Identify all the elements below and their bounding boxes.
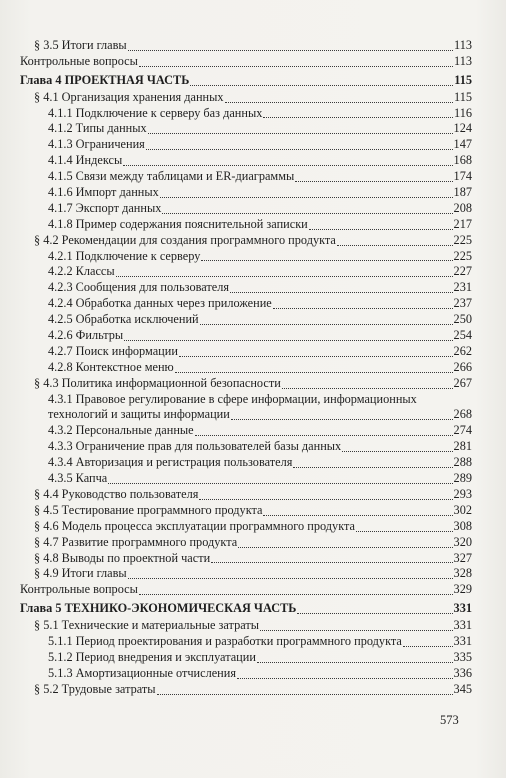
toc-entry-title: § 4.3 Политика информационной безопасности [34, 375, 281, 390]
leader-dots [273, 307, 453, 309]
toc-entry-title: 4.2.1 Подключение к серверу [48, 248, 201, 263]
toc-entry [20, 90, 472, 106]
toc-entry-page: 113 [454, 53, 472, 68]
toc-entry [20, 376, 472, 392]
toc-entry-title: § 4.6 Модель процесса эксплуатации программного продукта [34, 518, 355, 533]
toc-entry-page: 336 [453, 665, 472, 680]
toc-entry [20, 106, 472, 122]
toc-entry-page: 113 [454, 37, 472, 52]
toc-entry-title: 4.1.1 Подключение к серверу баз данных [48, 105, 263, 120]
leader-dots [190, 84, 453, 86]
leader-dots [263, 514, 452, 516]
toc-entry [20, 201, 472, 217]
toc-entry-page: 254 [453, 328, 472, 343]
toc-entry [20, 439, 472, 455]
leader-dots [139, 65, 453, 67]
leader-dots [175, 371, 453, 373]
toc-entry [20, 455, 472, 471]
leader-dots [199, 498, 452, 500]
toc-entry-page: 115 [454, 89, 472, 104]
toc-entry-page: 174 [453, 169, 472, 184]
toc-entry-page: 237 [453, 296, 472, 311]
toc-entry [20, 503, 472, 519]
toc-entry [20, 54, 472, 70]
toc-entry-page: 227 [453, 264, 472, 279]
toc-entry-title: 4.3.5 Капча [48, 471, 108, 486]
toc-entry-title: § 4.5 Тестирование программного продукта [34, 502, 263, 517]
toc-entry-page: 225 [453, 248, 472, 263]
toc-entry-title: 4.2.5 Обработка исключений [48, 312, 199, 327]
toc-entry-title: § 5.1 Технические и материальные затраты [34, 618, 259, 633]
toc-entry [20, 312, 472, 328]
toc-entry-page: 187 [453, 185, 472, 199]
leader-dots [123, 164, 452, 166]
toc-chapter-heading [20, 73, 472, 89]
toc-entry-page: 281 [453, 439, 472, 454]
toc-entry-title: § 4.4 Руководство пользователя [34, 486, 199, 501]
toc-entry-page: 289 [453, 471, 472, 486]
toc-entry-page: 331 [453, 618, 472, 633]
leader-dots [211, 561, 452, 563]
toc-entry [20, 264, 472, 280]
toc-entry [20, 217, 472, 233]
toc-entry-page: 302 [453, 502, 472, 517]
table-of-contents [20, 38, 472, 698]
toc-entry-title: 4.2.7 Поиск информации [48, 343, 178, 358]
toc-entry-page: 147 [453, 137, 472, 152]
toc-entry-page: 266 [453, 359, 472, 374]
toc-entry-title: 4.3.3 Ограничение прав для пользователей базы данных [48, 439, 342, 454]
leader-dots [200, 323, 453, 325]
leader-dots [148, 132, 453, 134]
toc-entry [20, 634, 472, 650]
leader-dots [128, 577, 453, 579]
toc-entry [20, 233, 472, 249]
leader-dots [238, 546, 452, 548]
toc-entry-page: 288 [453, 455, 472, 470]
toc-entry-page: 262 [453, 343, 472, 358]
toc-entry-page: 328 [453, 566, 472, 581]
leader-dots [231, 418, 453, 420]
leader-dots [116, 275, 453, 277]
toc-entry-title: § 3.5 Итоги главы [34, 37, 127, 52]
toc-entry-page: 115 [454, 72, 472, 87]
toc-entry [20, 137, 472, 153]
toc-entry [20, 344, 472, 360]
leader-dots [108, 482, 452, 484]
toc-entry-page: 345 [453, 681, 472, 696]
leader-dots [195, 434, 453, 436]
leader-dots [297, 612, 452, 614]
toc-entry [20, 650, 472, 666]
toc-entry-title: 4.2.4 Обработка данных через приложение [48, 296, 272, 311]
leader-dots [263, 116, 453, 118]
toc-entry-page: 124 [453, 121, 472, 136]
toc-entry-title: 4.3.2 Персональные данные [48, 423, 194, 438]
leader-dots [257, 661, 453, 663]
toc-entry [20, 682, 472, 698]
toc-entry [20, 471, 472, 487]
leader-dots [162, 212, 452, 214]
leader-dots [179, 355, 453, 357]
leader-dots [128, 49, 453, 51]
toc-entry-page: 268 [453, 407, 472, 422]
leader-dots [403, 645, 453, 647]
toc-entry [20, 392, 472, 424]
leader-dots [230, 291, 453, 293]
toc-entry-page: 250 [453, 312, 472, 327]
leader-dots [146, 148, 453, 150]
toc-entry-title-continued: технологий и защиты информации [48, 407, 230, 422]
leader-dots [356, 530, 453, 532]
toc-entry [20, 153, 472, 169]
toc-entry-page: 327 [453, 550, 472, 565]
toc-entry-page: 320 [453, 534, 472, 549]
toc-entry-title: 4.1.5 Связи между таблицами и ER-диаграммы [48, 169, 295, 184]
leader-dots [260, 629, 453, 631]
toc-entry [20, 121, 472, 137]
toc-entry-page: 231 [453, 280, 472, 295]
toc-entry [20, 519, 472, 535]
leader-dots [295, 180, 452, 182]
toc-entry-title: 4.3.1 Правовое регулирование в сфере информации, информационных [48, 391, 417, 406]
toc-entry-page: 225 [453, 232, 472, 247]
toc-entry-title: § 4.7 Развитие программного продукта [34, 534, 238, 549]
toc-entry-page: 208 [453, 200, 472, 215]
toc-entry-page: 335 [453, 649, 472, 664]
toc-chapter-heading [20, 601, 472, 617]
toc-entry-page: 329 [453, 582, 472, 597]
toc-entry [20, 551, 472, 567]
leader-dots [237, 677, 453, 679]
toc-entry [20, 487, 472, 503]
toc-entry [20, 296, 472, 312]
toc-entry-title: 4.1.8 Пример содержания пояснительной записки [48, 216, 308, 231]
toc-entry [20, 328, 472, 344]
leader-dots [124, 339, 452, 341]
leader-dots [342, 450, 452, 452]
toc-entry [20, 38, 472, 54]
leader-dots [337, 244, 453, 246]
toc-entry-title: Контрольные вопросы [20, 582, 138, 597]
page-number: 573 [440, 713, 459, 727]
toc-entry [20, 666, 472, 682]
toc-entry-page: 267 [453, 375, 472, 390]
toc-entry-title: 4.3.4 Авторизация и регистрация пользователя [48, 455, 293, 470]
toc-entry-title: 4.1.4 Индексы [48, 153, 123, 168]
toc-entry-title: 5.1.2 Период внедрения и эксплуатации [48, 649, 256, 664]
toc-entry-title: 4.2.3 Сообщения для пользователя [48, 280, 230, 295]
toc-entry [20, 566, 472, 582]
toc-entry-page: 274 [453, 423, 472, 438]
toc-entry [20, 618, 472, 634]
toc-entry [20, 169, 472, 185]
toc-entry-title: 4.2.2 Классы [48, 264, 115, 279]
toc-entry-title: 4.1.6 Импорт данных [48, 185, 159, 199]
toc-entry-title: § 4.8 Выводы по проектной части [34, 550, 211, 565]
toc-entry-title: 4.1.7 Экспорт данных [48, 200, 162, 215]
leader-dots [309, 228, 453, 230]
toc-entry-title: 4.1.2 Типы данных [48, 121, 147, 136]
leader-dots [201, 259, 452, 261]
toc-entry-page: 168 [453, 153, 472, 168]
toc-entry-page: 331 [453, 601, 472, 616]
toc-entry-page: 331 [453, 633, 472, 648]
toc-entry [20, 185, 472, 201]
leader-dots [160, 196, 453, 198]
toc-entry-title: § 4.1 Организация хранения данных [34, 89, 224, 104]
toc-entry-title: § 4.9 Итоги главы [34, 566, 127, 581]
toc-entry-page: 308 [453, 518, 472, 533]
toc-entry [20, 280, 472, 296]
toc-entry-page: 217 [453, 216, 472, 231]
toc-entry-page: 116 [454, 105, 472, 120]
toc-entry-title: 5.1.3 Амортизационные отчисления [48, 665, 236, 680]
toc-entry [20, 535, 472, 551]
toc-entry [20, 423, 472, 439]
toc-entry [20, 360, 472, 376]
toc-entry [20, 582, 472, 598]
toc-entry-title: § 5.2 Трудовые затраты [34, 681, 156, 696]
toc-entry [20, 249, 472, 265]
toc-entry-title: Контрольные вопросы [20, 53, 138, 68]
toc-entry-title: § 4.2 Рекомендации для создания программного продукта [34, 232, 336, 247]
toc-entry-title: Глава 5 ТЕХНИКО-ЭКОНОМИЧЕСКАЯ ЧАСТЬ [20, 601, 297, 616]
toc-entry-page: 293 [453, 486, 472, 501]
leader-dots [282, 387, 453, 389]
leader-dots [157, 693, 453, 695]
toc-entry-title: 5.1.1 Период проектирования и разработки программного продукта [48, 633, 402, 648]
toc-entry-title: 4.2.8 Контекстное меню [48, 359, 174, 374]
leader-dots [139, 593, 453, 595]
toc-entry-title: Глава 4 ПРОЕКТНАЯ ЧАСТЬ [20, 72, 190, 87]
leader-dots [293, 466, 452, 468]
toc-entry-title: 4.1.3 Ограничения [48, 137, 145, 152]
toc-entry-title: 4.2.6 Фильтры [48, 328, 124, 343]
leader-dots [225, 101, 453, 103]
